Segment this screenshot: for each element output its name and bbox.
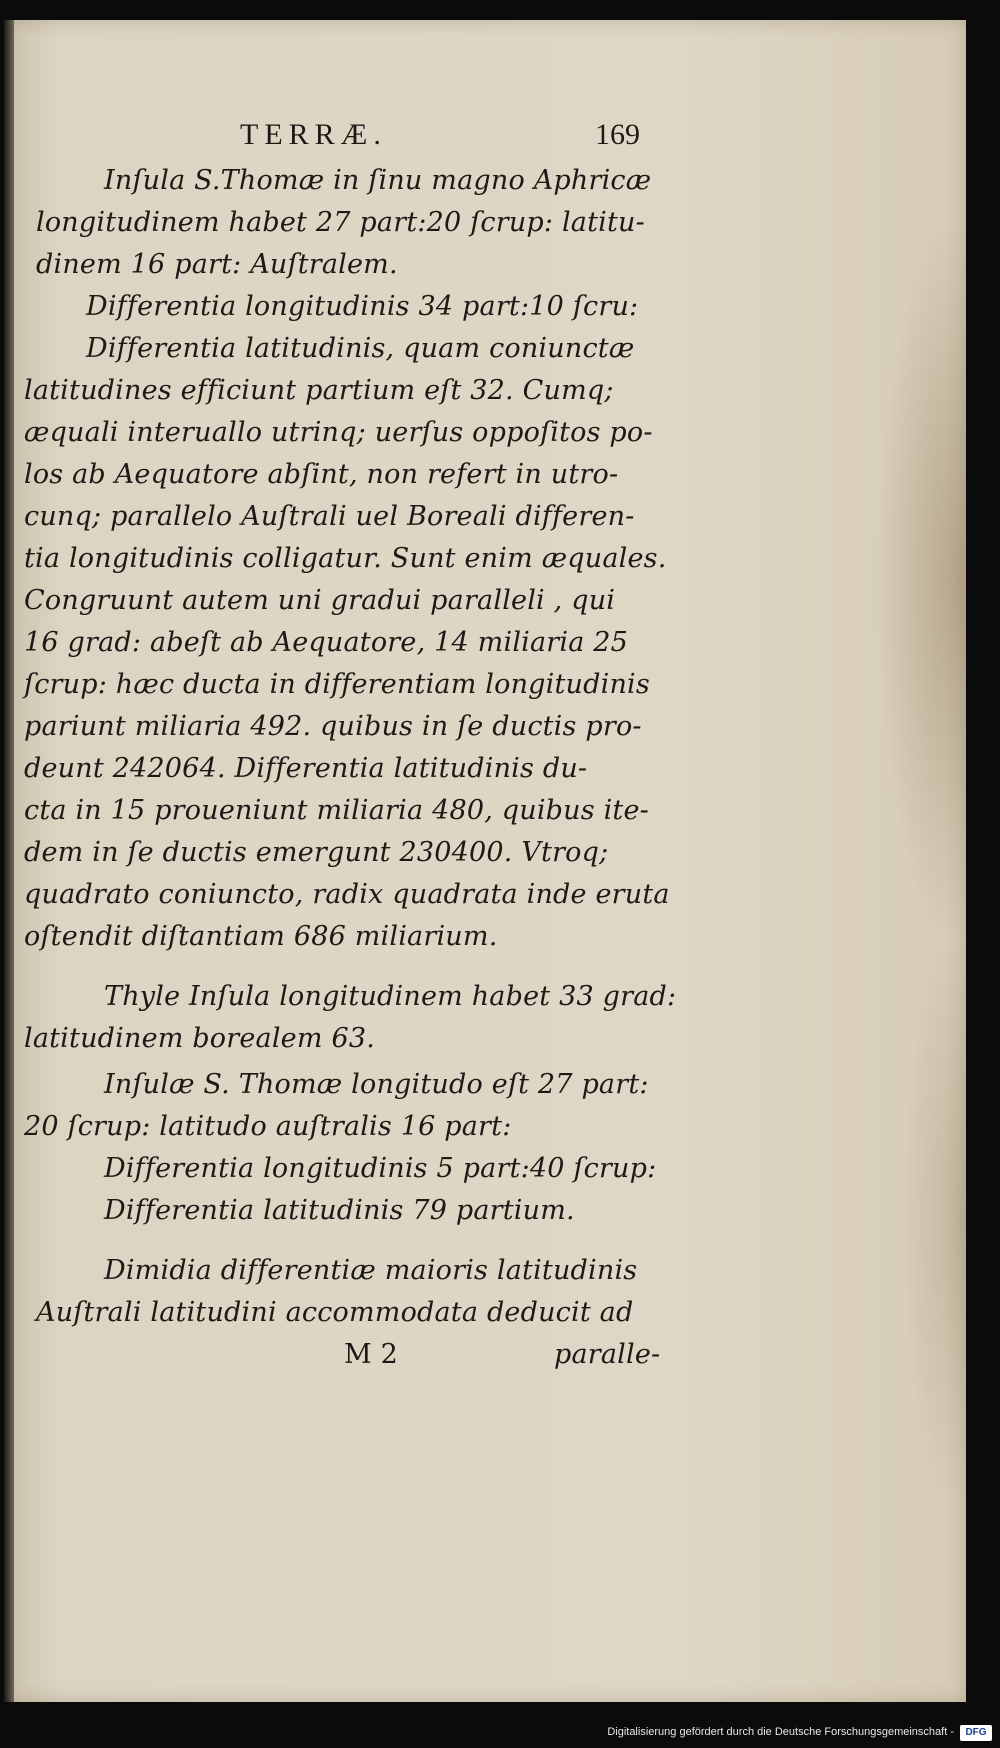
page-binding-edge [4,20,14,1702]
dfg-logo-icon: DFG [960,1725,992,1741]
text-line: Thyle Inſula longitudinem habet 33 grad: [104,981,677,1012]
catchword: paralle- [554,1339,661,1370]
running-head [230,118,650,158]
text-line: los ab Aequatore abſint, non refert in utro- [24,459,619,490]
text-line: cunq; parallelo Auſtrali uel Boreali differen- [24,501,635,532]
text-line: ſcrup: hæc ducta in differentiam longitudinis [24,669,650,700]
text-line: Auſtrali latitudini accommodata deducit ad [36,1297,634,1328]
text-line: deunt 242064. Differentia latitudinis du- [24,753,588,784]
text-line: Inſula S.Thomæ in ſinu magno Aphricæ [104,165,652,196]
text-line: pariunt miliaria 492. quibus in ſe ductis pro- [24,711,642,742]
text-line: cta in 15 proueniunt miliaria 480, quibus ite- [24,795,649,826]
text-line: oſtendit diſtantiam 686 miliarium. [24,921,498,952]
text-line: quadrato coniuncto, radix quadrata inde eruta [24,879,670,910]
text-line: dinem 16 part: Auſtralem. [36,249,398,280]
text-line: 16 grad: abeſt ab Aequatore, 14 miliaria 25 [24,627,629,658]
text-line: Differentia latitudinis, quam coniunctæ [86,333,635,364]
text-line: æquali interuallo utrinq; uerſus oppoſitos po- [24,417,653,448]
digitization-footer [0,1722,1000,1748]
signature-mark: M 2 [344,1339,399,1370]
page-number: 169 [595,118,640,151]
text-line: Congruunt autem uni gradui paralleli , qui [24,585,616,616]
text-line: Differentia latitudinis 79 partium. [104,1195,575,1226]
text-line: Dimidia differentiæ maioris latitudinis [104,1255,638,1286]
text-line: dem in ſe ductis emergunt 230400. Vtroq; [24,837,609,868]
text-line: longitudinem habet 27 part:20 ſcrup: latitu- [36,207,645,238]
text-line: Inſulæ S. Thomæ longitudo eſt 27 part: [104,1069,649,1100]
text-line: latitudines efficiunt partium eſt 32. Cumq; [24,375,614,406]
text-line: 20 ſcrup: latitudo auſtralis 16 part: [24,1111,512,1142]
digitization-credit: Digitalisierung gefördert durch die Deutsche Forschungsgemeinschaft - [607,1726,954,1738]
running-title: TERRÆ. [240,118,387,151]
text-line: Differentia longitudinis 5 part:40 ſcrup: [104,1153,657,1184]
text-line: Differentia longitudinis 34 part:10 ſcru: [86,291,639,322]
text-line: tia longitudinis colligatur. Sunt enim æquales. [24,543,667,574]
text-line: latitudinem borealem 63. [24,1023,375,1054]
